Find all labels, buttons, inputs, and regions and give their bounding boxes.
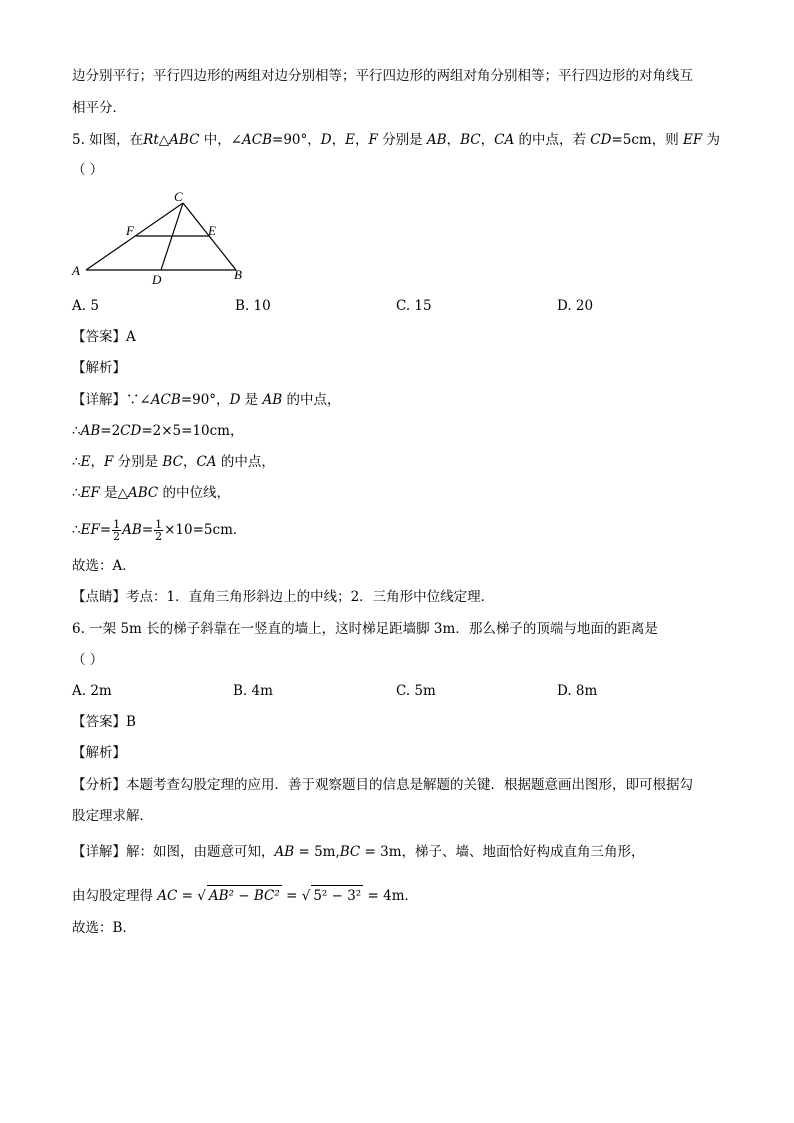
q5-option-a: A. 5 [72, 298, 99, 314]
q5-triangle-figure [64, 186, 254, 288]
q5-stem: 5. 如图，在Rt△ABC 中，∠ACB=90°，D，E，F 分别是 AB，BC，CA 的中点，若 CD=5cm，则 EF 为 [72, 132, 721, 148]
q6-stem: 6. 一架 5m 长的梯子斜靠在一竖直的墙上，这时梯足距墙脚 3m．那么梯子的顶端与地面的距离是 [72, 621, 658, 637]
fraction-half-2: $\frac{1}{2}$ [155, 518, 163, 543]
q5-answer: 【答案】A [72, 329, 136, 345]
label-a: A [72, 263, 80, 278]
q5-comment: 【点睛】考点：1．直角三角形斜边上的中线；2．三角形中位线定理． [72, 589, 495, 605]
q6-option-d: D. 8m [557, 683, 598, 699]
q6-option-a: A. 2m [72, 683, 112, 699]
fraction-half-1: $\frac{1}{2}$ [113, 518, 121, 543]
q5-detail-line-3: ∴E，F 分别是 BC，CA 的中点， [72, 454, 275, 470]
q6-detail: 【详解】解：如图，由题意可知，AB = 5m,BC = 3m，梯子、墙、地面恰好构成直角三角形， [72, 844, 645, 860]
q6-answer: 【答案】B [72, 714, 136, 730]
label-d: D [152, 272, 162, 287]
label-e: E [208, 223, 216, 238]
intro-line-1: 边分别平行；平行四边形的两组对边分别相等；平行四边形的两组对角分别相等；平行四边形的对角线互 [72, 68, 693, 84]
q6-paren: （ ） [72, 652, 104, 668]
q5-paren: （ ） [72, 162, 104, 178]
radical-5-3: 5² − 3² [311, 885, 363, 906]
q5-option-c: C. 15 [396, 298, 432, 314]
q5-choose: 故选：A． [72, 558, 136, 574]
q6-option-c: C. 5m [396, 683, 436, 699]
q5-detail-line-1: 【详解】∵∠ACB=90°，D 是 AB 的中点， [72, 392, 341, 408]
q5-option-b: B. 10 [235, 298, 271, 314]
radical-ab-bc: AB² − BC² [207, 885, 282, 906]
q5-option-d: D. 20 [557, 298, 594, 314]
q5-detail-line-4: ∴EF 是△ABC 的中位线， [72, 485, 231, 501]
q6-gougu: 由勾股定理得 AC = √ AB² − BC² = √ 5² − 3² = 4m． [72, 885, 418, 906]
label-b: B [234, 267, 242, 282]
q5-analysis-label: 【解析】 [72, 360, 126, 376]
q6-analysis-label: 【解析】 [72, 745, 126, 761]
q6-fenxi-line-2: 股定理求解． [72, 808, 153, 824]
q6-fenxi-line-1: 【分析】本题考查勾股定理的应用．善于观察题目的信息是解题的关键．根据题意画出图形，即可根据勾 [72, 777, 693, 793]
q5-detail-line-5: ∴EF= $\frac{1}{2}$ AB= $\frac{1}{2}$ ×10=5cm． [72, 518, 247, 543]
label-f: F [126, 223, 134, 238]
q5-detail-line-2: ∴AB=2CD=2×5=10cm， [72, 423, 244, 439]
intro-line-2: 相平分． [72, 100, 126, 116]
q6-choose: 故选：B． [72, 920, 136, 936]
q6-option-b: B. 4m [233, 683, 273, 699]
label-c: C [174, 189, 183, 204]
